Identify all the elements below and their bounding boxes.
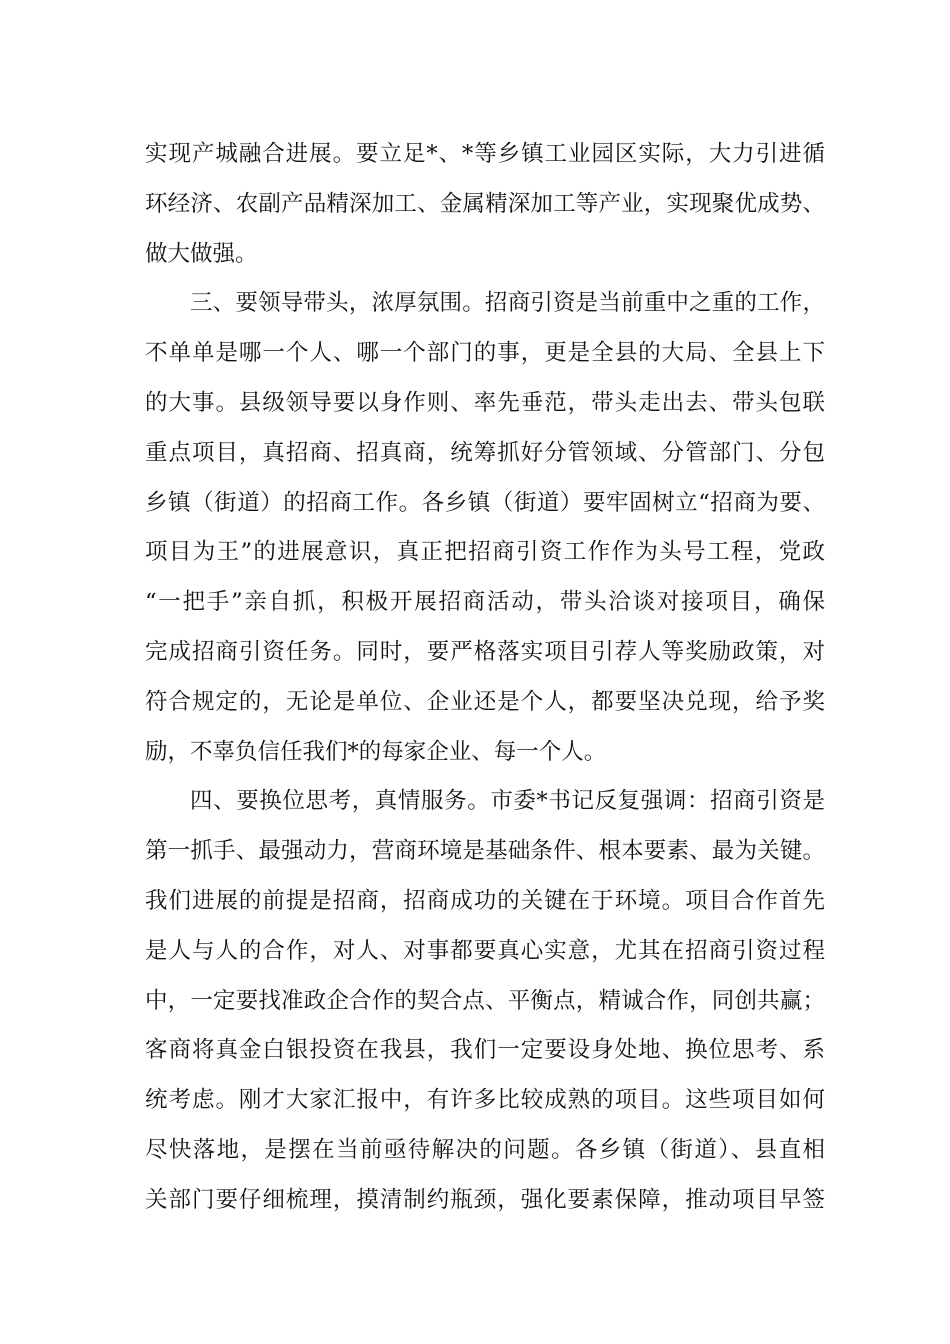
text-line: 我们进展的前提是招商，招商成功的关键在于环境。项目合作首先 [145,887,825,914]
text-line: 中，一定要找准政企合作的契合点、平衡点，精诚合作，同创共赢； [145,987,825,1014]
text-line: 重点项目，真招商、招真商，统筹抓好分管领域、分管部门、分包 [145,439,825,466]
text-line: 环经济、农副产品精深加工、金属精深加工等产业，实现聚优成势、 [145,190,825,217]
text-line: 统考虑。刚才大家汇报中，有许多比较成熟的项目。这些项目如何 [145,1087,825,1114]
text-line: “一把手”亲自抓，积极开展招商活动，带头洽谈对接项目，确保 [145,589,825,616]
text-line: 励，不辜负信任我们*的每家企业、每一个人。 [145,738,607,765]
paragraph-heading-line: 四、要换位思考，真情服务。市委*书记反复强调：招商引资是 [190,788,825,815]
text-line: 第一抓手、最强动力，营商环境是基础条件、根本要素、最为关键。 [145,838,825,865]
text-line: 关部门要仔细梳理，摸清制约瓶颈，强化要素保障，推动项目早签 [145,1186,825,1213]
text-line: 项目为王”的进展意识，真正把招商引资工作作为头号工程，党政 [145,539,825,566]
text-line: 实现产城融合进展。要立足*、*等乡镇工业园区实际，大力引进循 [145,141,825,167]
text-line: 的大事。县级领导要以身作则、率先垂范，带头走出去、带头包联 [145,389,825,416]
text-line: 尽快落地，是摆在当前亟待解决的问题。各乡镇（街道）、县直相 [145,1136,825,1163]
text-line: 完成招商引资任务。同时，要严格落实项目引荐人等奖励政策，对 [145,638,825,665]
text-line: 不单单是哪一个人、哪一个部门的事，更是全县的大局、全县上下 [145,340,825,367]
paragraph-heading-line: 三、要领导带头，浓厚氛围。招商引资是当前重中之重的工作， [190,290,825,317]
text-line: 符合规定的，无论是单位、企业还是个人，都要坚决兑现，给予奖 [145,688,825,715]
text-line: 做大做强。 [145,240,258,267]
document-body [145,130,825,1226]
text-line: 是人与人的合作，对人、对事都要真心实意，尤其在招商引资过程 [145,937,825,964]
text-line: 乡镇（街道）的招商工作。各乡镇（街道）要牢固树立“招商为要、 [145,489,825,516]
text-line: 客商将真金白银投资在我县，我们一定要设身处地、换位思考、系 [145,1037,825,1064]
